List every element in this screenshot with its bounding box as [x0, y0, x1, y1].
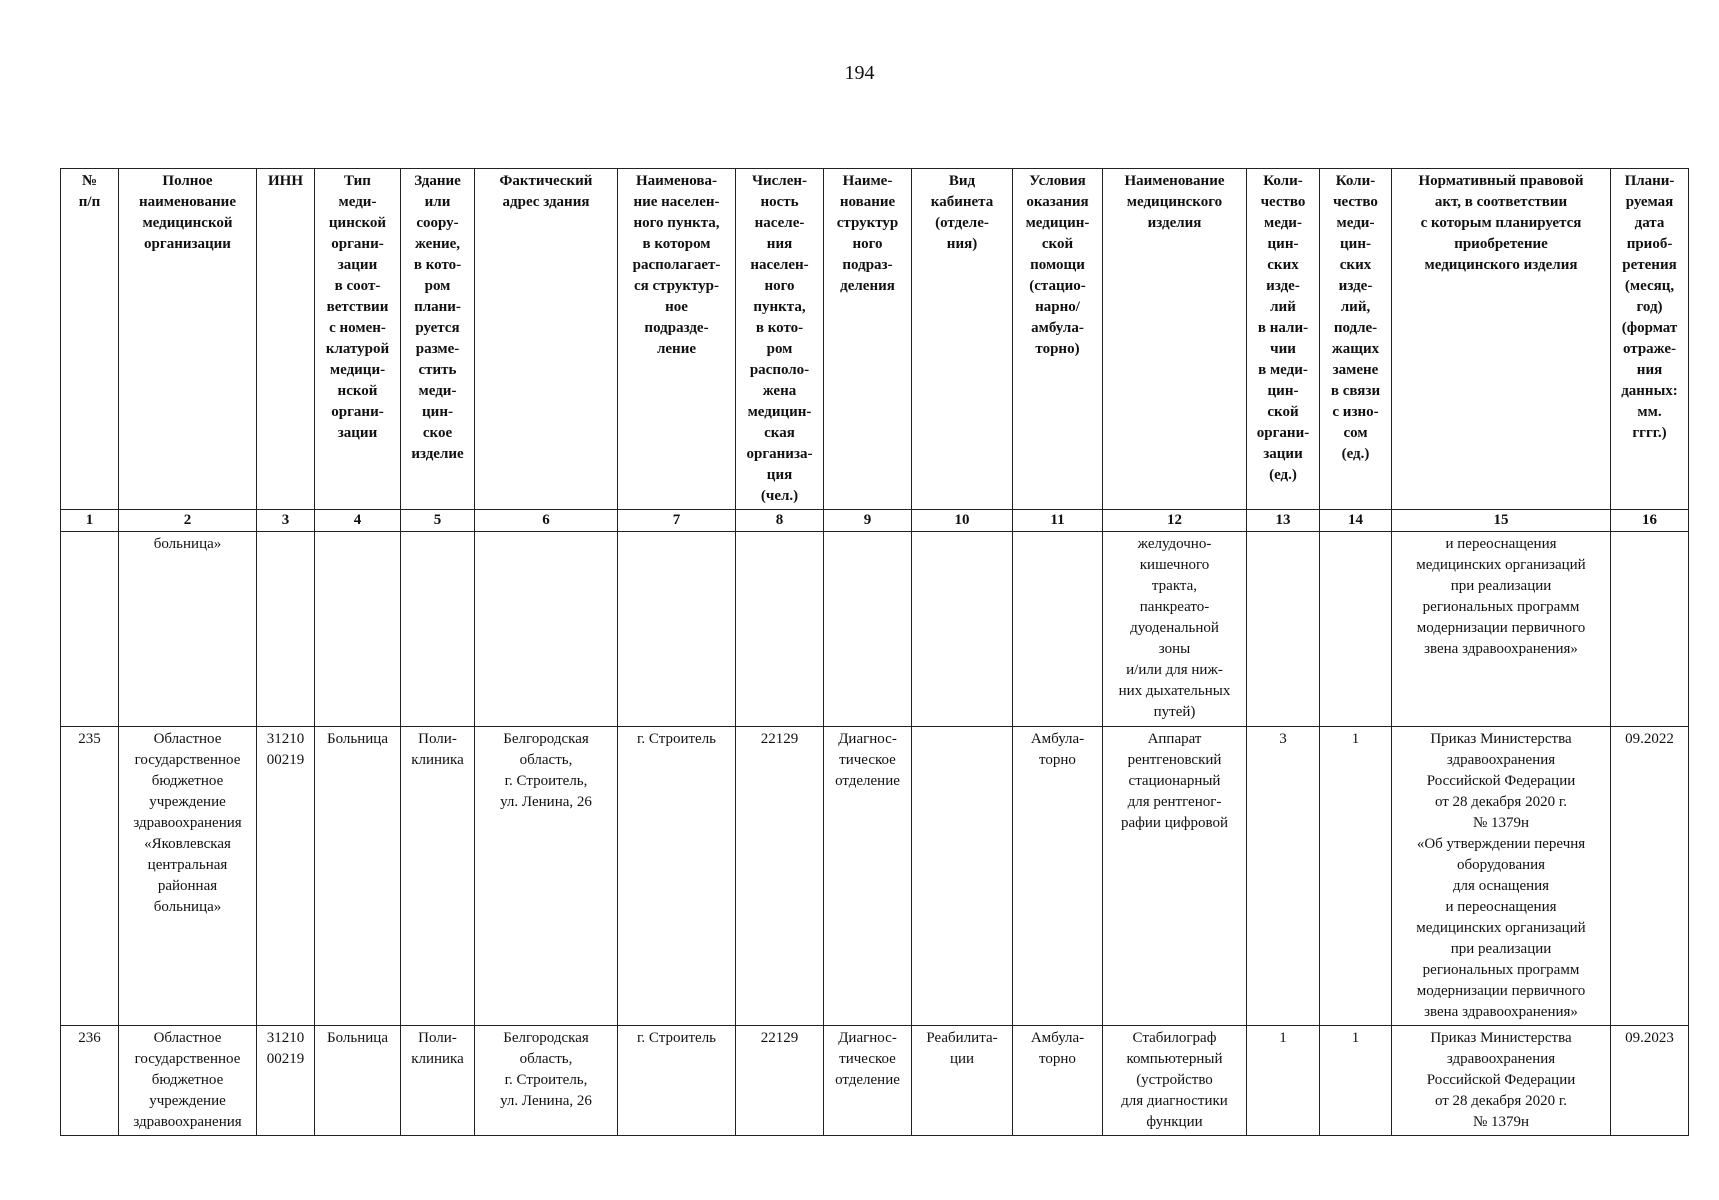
table-cell: Поли- клиника [401, 1026, 475, 1136]
table-cell: Амбула- торно [1013, 1026, 1103, 1136]
column-number: 3 [257, 510, 315, 532]
table-cell [618, 532, 736, 727]
table-cell: Приказ Министерства здравоохранения Российской Федерации от 28 декабря 2020 г. № 1379н [1392, 1026, 1611, 1136]
table-cell: 1 [1320, 1026, 1392, 1136]
table-cell: г. Строитель [618, 727, 736, 1026]
header-cell: Наименова- ние населен- ного пункта, в котором располагает- ся структур- ное подразде- ление [618, 169, 736, 510]
header-cell: Числен- ность населе- ния населен- ного пункта, в кото- ром располо- жена медицин- ская организа- ция (чел.) [736, 169, 824, 510]
header-cell: Тип меди- цинской органи- зации в соот- ветствии с номен- клатурой медици- нской органи- зации [315, 169, 401, 510]
table-cell: Поли- клиника [401, 727, 475, 1026]
table-cell: 1 [1320, 727, 1392, 1026]
header-cell: Фактический адрес здания [475, 169, 618, 510]
table-cell: Областное государственное бюджетное учреждение здравоохранения «Яковлевская центральная районная больница» [119, 727, 257, 1026]
table-cell [315, 532, 401, 727]
table-cell: 236 [61, 1026, 119, 1136]
table-cell: 22129 [736, 1026, 824, 1136]
column-number: 4 [315, 510, 401, 532]
header-cell: Коли- чество меди- цин- ских изде- лий, подле- жащих замене в связи с изно- сом (ед.) [1320, 169, 1392, 510]
table-cell [1247, 532, 1320, 727]
table-row [61, 1026, 1689, 1136]
header-cell: Вид кабинета (отделе- ния) [912, 169, 1013, 510]
table-cell: Стабилограф компьютерный (устройство для диагностики функции [1103, 1026, 1247, 1136]
column-number: 16 [1611, 510, 1689, 532]
header-row [61, 169, 1689, 510]
table-cell: 3 [1247, 727, 1320, 1026]
table-cell: 1 [1247, 1026, 1320, 1136]
table-cell: 235 [61, 727, 119, 1026]
table-cell: Амбула- торно [1013, 727, 1103, 1026]
header-cell: Условия оказания медицин- ской помощи (стацио- нарно/ амбула- торно) [1013, 169, 1103, 510]
table-cell [401, 532, 475, 727]
header-cell: Здание или соору- жение, в кото- ром плани- руется разме- стить меди- цин- ское изделие [401, 169, 475, 510]
header-cell: Нормативный правовой акт, в соответствии с которым планируется приобретение медицинского изделия [1392, 169, 1611, 510]
table-cell: 31210 00219 [257, 727, 315, 1026]
table-cell: и переоснащения медицинских организаций при реализации региональных программ модернизации первичного звена здравоохранения» [1392, 532, 1611, 727]
column-number: 9 [824, 510, 912, 532]
header-cell: Коли- чество меди- цин- ских изде- лий в нали- чии в меди- цин- ской органи- зации (ед.) [1247, 169, 1320, 510]
column-number: 7 [618, 510, 736, 532]
column-number: 15 [1392, 510, 1611, 532]
header-cell: Наименование медицинского изделия [1103, 169, 1247, 510]
table-cell: Аппарат рентгеновский стационарный для рентгеног- рафии цифровой [1103, 727, 1247, 1026]
column-number: 1 [61, 510, 119, 532]
table-cell: больница» [119, 532, 257, 727]
column-number: 2 [119, 510, 257, 532]
page-number: 194 [844, 62, 875, 84]
column-number: 11 [1013, 510, 1103, 532]
column-number-row [61, 510, 1689, 532]
table-cell [912, 532, 1013, 727]
column-number: 6 [475, 510, 618, 532]
table-cell: 09.2022 [1611, 727, 1689, 1026]
table-cell: Диагнос- тическое отделение [824, 727, 912, 1026]
column-number: 5 [401, 510, 475, 532]
table-cell [475, 532, 618, 727]
header-cell: Плани- руемая дата приоб- ретения (месяц, год) (формат отраже- ния данных: мм. гггг.) [1611, 169, 1689, 510]
table-cell [61, 532, 119, 727]
table-cell: 22129 [736, 727, 824, 1026]
header-cell: Наиме- нование структур ного подраз- деления [824, 169, 912, 510]
table-cell: Областное государственное бюджетное учреждение здравоохранения [119, 1026, 257, 1136]
table-cell: 09.2023 [1611, 1026, 1689, 1136]
table-cell [824, 532, 912, 727]
table-cell: 31210 00219 [257, 1026, 315, 1136]
table-cell: Белгородская область, г. Строитель, ул. Ленина, 26 [475, 1026, 618, 1136]
column-number: 14 [1320, 510, 1392, 532]
header-cell: ИНН [257, 169, 315, 510]
table-cell: желудочно- кишечного тракта, панкреато- дуоденальной зоны и/или для ниж- них дыхательных путей) [1103, 532, 1247, 727]
equipment-table [60, 168, 1689, 1136]
table-cell: Диагнос- тическое отделение [824, 1026, 912, 1136]
table-cell: Реабилита- ции [912, 1026, 1013, 1136]
column-number: 10 [912, 510, 1013, 532]
table-cell: г. Строитель [618, 1026, 736, 1136]
header-cell: Полное наименование медицинской организации [119, 169, 257, 510]
header-cell: № п/п [61, 169, 119, 510]
table-cell: Белгородская область, г. Строитель, ул. Ленина, 26 [475, 727, 618, 1026]
table-row [61, 727, 1689, 1026]
table-cell [912, 727, 1013, 1026]
table-cell [1611, 532, 1689, 727]
table-cell: Больница [315, 727, 401, 1026]
column-number: 13 [1247, 510, 1320, 532]
table-cell [1013, 532, 1103, 727]
table-row [61, 532, 1689, 727]
table-cell: Приказ Министерства здравоохранения Российской Федерации от 28 декабря 2020 г. № 1379н «Об утверждении перечня оборудования для оснащения и переоснащения медицинских организаций при реализации региональных программ модернизации первичного звена здравоохранения» [1392, 727, 1611, 1026]
table-cell [257, 532, 315, 727]
table-cell [736, 532, 824, 727]
table-cell: Больница [315, 1026, 401, 1136]
column-number: 8 [736, 510, 824, 532]
table-cell [1320, 532, 1392, 727]
column-number: 12 [1103, 510, 1247, 532]
